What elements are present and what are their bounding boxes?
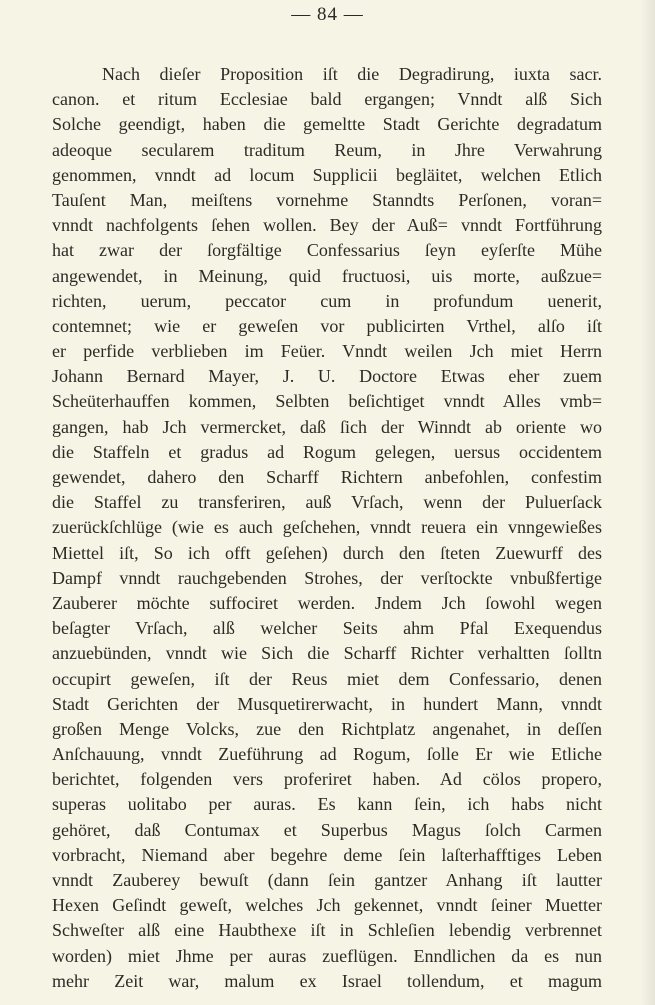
text-line: gewendet, dahero den Scharff Richtern anbefohlen, confestim (52, 467, 602, 487)
text-line: contemnet; wie er geweſen vor publicirten Vrthel, alſo iſt (52, 315, 602, 336)
text-line: superas uolitabo per auras. Es kann ſein, ich habs nicht (52, 794, 602, 815)
text-line: Anſchauung, vnndt Zueführung ad Rogum, ſolle Er wie Etliche (52, 744, 602, 765)
text-line: beſagter Vrſach, alß welcher Seits ahm Pfal Exequendus (52, 618, 602, 639)
text-line: angewendet, in Meinung, quid fructuosi, uis morte, außzue= (52, 265, 602, 286)
page-edge-shadow (641, 0, 655, 1005)
text-line: Solche geendigt, haben die gemeltte Stadt Gerichte degradatum (52, 114, 602, 135)
text-line: adeoque secularem traditum Reum, in Jhre Verwahrung (52, 139, 602, 160)
text-line: gangen, hab Jch vermercket, daß ſich der Winndt ab oriente wo (52, 416, 602, 437)
text-line: richten, uerum, peccator cum in profundum uenerit, (52, 290, 602, 311)
text-line: vnndt nachfolgents ſehen wollen. Bey der Auß= vnndt Fortführung (52, 215, 602, 236)
text-line: Miettel iſt, So ich offt geſehen) durch den ſteten Zuewurff des (52, 542, 602, 563)
text-line: großen Menge Volcks, zue den Richtplatz angenahet, in deſſen (52, 718, 602, 739)
text-line: Dampf vnndt rauchgebenden Strohes, der verſtockte vnbußfertige (52, 567, 602, 588)
page-number: — 84 — (291, 4, 364, 25)
text-line: anzuebünden, vnndt wie Sich die Scharff Richter verhaltten ſolltn (52, 643, 602, 664)
text-line: er perfide verblieben im Feüer. Vnndt weilen Jch miet Herrn (52, 341, 602, 362)
text-line: hat zwar der ſorgfältige Confessarius ſeyn eyſerſte Mühe (52, 240, 602, 261)
text-line: Hexen Geſindt geweſt, welches Jch gekennet, vnndt ſeiner Muetter (52, 895, 602, 916)
text-line: berichtet, folgenden vers proferiret haben. Ad cölos propero, (52, 769, 602, 790)
text-line: vnndt Zauberey bewuſt (dann ſein gantzer Anhang iſt lautter (52, 870, 602, 890)
text-line: Schweſter alß eine Haubthexe iſt in Schleſien lebendig verbrennet (52, 920, 602, 941)
text-line: genommen, vnndt ad locum Supplicii begläitet, welchen Etlich (52, 164, 602, 185)
text-line: Scheüterhauffen kommen, Selbten beſichtiget vnndt Alles vmb= (52, 391, 602, 412)
body-text (52, 62, 602, 994)
text-line: Nach dieſer Proposition iſt die Degradirung, iuxta sacr. (102, 64, 602, 84)
text-line: Tauſent Man, meiſtens vornehme Stanndts Perſonen, voran= (52, 189, 602, 210)
text-line: Stadt Gerichten der Musquetirerwacht, in hundert Mann, vnndt (52, 693, 602, 714)
text-line: mehr Zeit war, malum ex Israel tollendum, et magum (52, 970, 602, 991)
text-line: occupirt geweſen, iſt der Reus miet dem Confessario, denen (52, 668, 602, 689)
text-line: die Staffel zu transferiren, auß Vrſach, wenn der Puluerſack (52, 492, 602, 513)
text-line: gehöret, daß Contumax et Superbus Magus ſolch Carmen (52, 819, 602, 840)
text-line: worden) miet Jhme per auras zueflügen. Enndlichen da es nun (52, 945, 602, 966)
text-line: zuerückſchlüge (wie es auch geſchehen, vnndt reuera ein vnngewießes (52, 517, 602, 538)
text-line: canon. et ritum Ecclesiae bald ergangen; Vnndt alß Sich (52, 89, 602, 110)
text-line: Zauberer möchte suffociret werden. Jndem Jch ſowohl wegen (52, 592, 602, 613)
text-line: vorbracht, Niemand aber begehre deme ſein laſterhafftiges Leben (52, 844, 602, 865)
text-line: die Staffeln et gradus ad Rogum gelegen, uersus occidentem (52, 441, 602, 462)
text-line: Johann Bernard Mayer, J. U. Doctore Etwas eher zuem (52, 366, 602, 387)
